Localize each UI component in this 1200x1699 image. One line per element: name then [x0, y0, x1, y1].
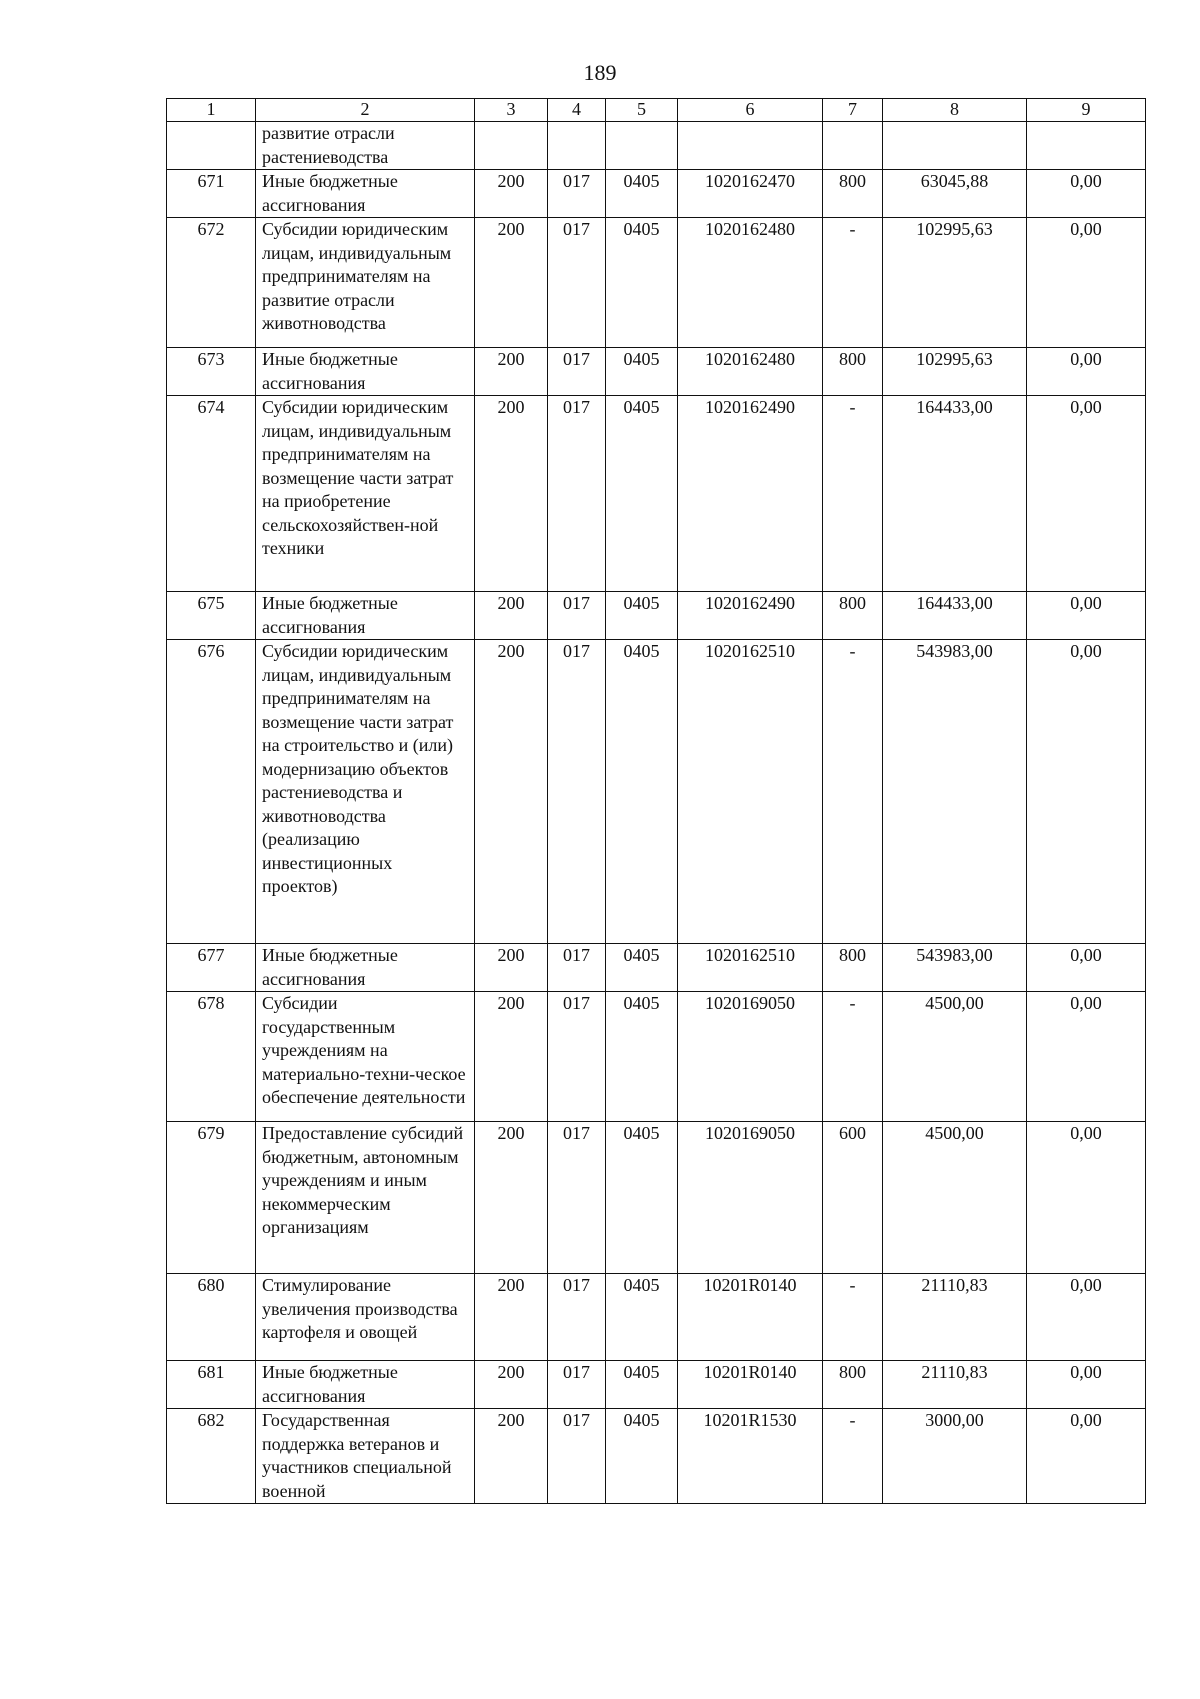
code-col7: 800 [823, 944, 883, 992]
row-number: 677 [167, 944, 256, 992]
table-body [167, 122, 1146, 1504]
row-description: Субсидии юридическим лицам, индивидуальным предпринимателям на возмещение части затрат на строительство и (или) модернизацию объектов растениеводства и животноводства (реализацию инвестиционных проектов) [256, 640, 475, 944]
column-header: 3 [475, 99, 548, 122]
row-description: Иные бюджетные ассигнования [256, 348, 475, 396]
amount-col9: 0,00 [1027, 396, 1146, 592]
code-col6: 1020162490 [678, 592, 823, 640]
code-col6: 1020162490 [678, 396, 823, 592]
amount-col9: 0,00 [1027, 348, 1146, 396]
code-col7: - [823, 1409, 883, 1504]
code-col3: 200 [475, 396, 548, 592]
code-col5: 0405 [606, 170, 678, 218]
code-col3 [475, 122, 548, 170]
table-row [167, 396, 1146, 592]
amount-col8 [883, 122, 1027, 170]
row-description: Иные бюджетные ассигнования [256, 944, 475, 992]
row-number: 678 [167, 992, 256, 1122]
code-col4: 017 [548, 1274, 606, 1361]
code-col3: 200 [475, 170, 548, 218]
code-col3: 200 [475, 1361, 548, 1409]
row-number: 676 [167, 640, 256, 944]
row-description: Стимулирование увеличения производства картофеля и овощей [256, 1274, 475, 1361]
code-col6: 1020162480 [678, 348, 823, 396]
amount-col9: 0,00 [1027, 1274, 1146, 1361]
code-col5: 0405 [606, 1409, 678, 1504]
amount-col9: 0,00 [1027, 640, 1146, 944]
code-col5: 0405 [606, 592, 678, 640]
code-col4: 017 [548, 992, 606, 1122]
code-col4: 017 [548, 348, 606, 396]
row-number: 680 [167, 1274, 256, 1361]
code-col3: 200 [475, 1122, 548, 1274]
row-number: 675 [167, 592, 256, 640]
amount-col8: 3000,00 [883, 1409, 1027, 1504]
row-number [167, 122, 256, 170]
code-col3: 200 [475, 592, 548, 640]
row-number: 673 [167, 348, 256, 396]
code-col5: 0405 [606, 396, 678, 592]
column-header: 8 [883, 99, 1027, 122]
code-col4: 017 [548, 1361, 606, 1409]
column-header: 7 [823, 99, 883, 122]
row-description: Иные бюджетные ассигнования [256, 170, 475, 218]
column-header: 5 [606, 99, 678, 122]
code-col6 [678, 122, 823, 170]
row-description: Субсидии юридическим лицам, индивидуальным предпринимателям на возмещение части затрат на приобретение сельскохозяйствен-ной техники [256, 396, 475, 592]
code-col4: 017 [548, 592, 606, 640]
amount-col9: 0,00 [1027, 218, 1146, 348]
column-header: 2 [256, 99, 475, 122]
row-description: Иные бюджетные ассигнования [256, 592, 475, 640]
column-header: 1 [167, 99, 256, 122]
amount-col8: 164433,00 [883, 396, 1027, 592]
amount-col8: 4500,00 [883, 1122, 1027, 1274]
amount-col9: 0,00 [1027, 944, 1146, 992]
code-col6: 10201R1530 [678, 1409, 823, 1504]
code-col3: 200 [475, 1409, 548, 1504]
row-number: 674 [167, 396, 256, 592]
row-description: развитие отрасли растениеводства [256, 122, 475, 170]
code-col7: - [823, 640, 883, 944]
code-col4: 017 [548, 1122, 606, 1274]
table-row [167, 592, 1146, 640]
row-description: Субсидии юридическим лицам, индивидуальным предпринимателям на развитие отрасли животноводства [256, 218, 475, 348]
amount-col9: 0,00 [1027, 1361, 1146, 1409]
code-col5: 0405 [606, 218, 678, 348]
amount-col8: 543983,00 [883, 640, 1027, 944]
code-col7: 800 [823, 170, 883, 218]
table-row [167, 1274, 1146, 1361]
budget-table [166, 98, 1146, 1504]
amount-col8: 164433,00 [883, 592, 1027, 640]
amount-col8: 21110,83 [883, 1274, 1027, 1361]
code-col4: 017 [548, 1409, 606, 1504]
code-col6: 1020162470 [678, 170, 823, 218]
code-col3: 200 [475, 992, 548, 1122]
code-col4: 017 [548, 396, 606, 592]
row-number: 681 [167, 1361, 256, 1409]
code-col3: 200 [475, 348, 548, 396]
code-col7: - [823, 1274, 883, 1361]
row-number: 682 [167, 1409, 256, 1504]
code-col7: - [823, 992, 883, 1122]
code-col4: 017 [548, 170, 606, 218]
code-col6: 1020169050 [678, 992, 823, 1122]
code-col7: 800 [823, 1361, 883, 1409]
code-col5 [606, 122, 678, 170]
code-col6: 1020169050 [678, 1122, 823, 1274]
code-col7: 800 [823, 348, 883, 396]
column-header: 4 [548, 99, 606, 122]
code-col6: 10201R0140 [678, 1274, 823, 1361]
code-col3: 200 [475, 640, 548, 944]
amount-col8: 21110,83 [883, 1361, 1027, 1409]
row-description: Предоставление субсидий бюджетным, автономным учреждениям и иным некоммерческим организациям [256, 1122, 475, 1274]
table-row [167, 218, 1146, 348]
amount-col8: 102995,63 [883, 348, 1027, 396]
code-col5: 0405 [606, 348, 678, 396]
code-col7: - [823, 218, 883, 348]
column-header: 9 [1027, 99, 1146, 122]
table-row [167, 1409, 1146, 1504]
amount-col8: 543983,00 [883, 944, 1027, 992]
amount-col9: 0,00 [1027, 1409, 1146, 1504]
amount-col9: 0,00 [1027, 1122, 1146, 1274]
code-col5: 0405 [606, 944, 678, 992]
code-col3: 200 [475, 1274, 548, 1361]
table-row [167, 170, 1146, 218]
row-description: Иные бюджетные ассигнования [256, 1361, 475, 1409]
code-col4 [548, 122, 606, 170]
table-row [167, 1361, 1146, 1409]
row-number: 671 [167, 170, 256, 218]
code-col4: 017 [548, 944, 606, 992]
table-row [167, 640, 1146, 944]
amount-col8: 63045,88 [883, 170, 1027, 218]
amount-col9: 0,00 [1027, 592, 1146, 640]
amount-col9: 0,00 [1027, 170, 1146, 218]
table-row [167, 348, 1146, 396]
row-description: Государственная поддержка ветеранов и участников специальной военной [256, 1409, 475, 1504]
table-row [167, 122, 1146, 170]
page-number: 189 [583, 60, 617, 85]
code-col5: 0405 [606, 1274, 678, 1361]
column-header: 6 [678, 99, 823, 122]
code-col6: 1020162510 [678, 944, 823, 992]
amount-col8: 4500,00 [883, 992, 1027, 1122]
amount-col9 [1027, 122, 1146, 170]
amount-col9: 0,00 [1027, 992, 1146, 1122]
row-description: Субсидии государственным учреждениям на материально-техни-ческое обеспечение деятельности [256, 992, 475, 1122]
code-col5: 0405 [606, 992, 678, 1122]
code-col6: 10201R0140 [678, 1361, 823, 1409]
table-row [167, 944, 1146, 992]
row-number: 679 [167, 1122, 256, 1274]
code-col4: 017 [548, 640, 606, 944]
table-row [167, 1122, 1146, 1274]
table-row [167, 992, 1146, 1122]
code-col7: - [823, 396, 883, 592]
code-col3: 200 [475, 218, 548, 348]
code-col5: 0405 [606, 640, 678, 944]
code-col5: 0405 [606, 1361, 678, 1409]
header-row [167, 99, 1146, 122]
code-col5: 0405 [606, 1122, 678, 1274]
row-number: 672 [167, 218, 256, 348]
code-col7: 800 [823, 592, 883, 640]
code-col7 [823, 122, 883, 170]
code-col3: 200 [475, 944, 548, 992]
code-col4: 017 [548, 218, 606, 348]
code-col6: 1020162510 [678, 640, 823, 944]
amount-col8: 102995,63 [883, 218, 1027, 348]
code-col6: 1020162480 [678, 218, 823, 348]
code-col7: 600 [823, 1122, 883, 1274]
